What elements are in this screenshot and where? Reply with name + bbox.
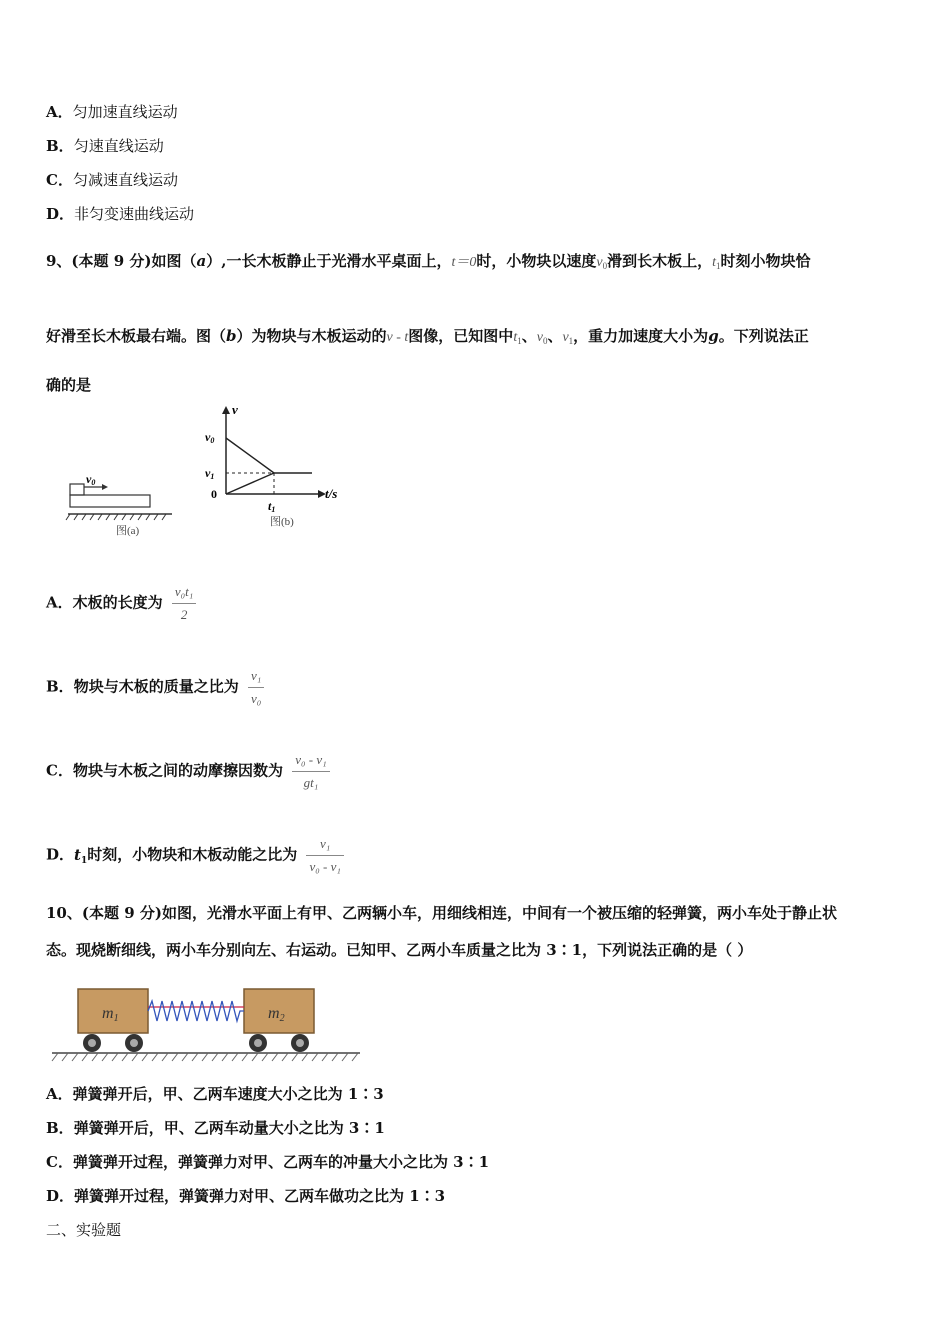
figure-carts xyxy=(48,985,364,1070)
q10-stem-line2: 态。现烧断细线，两小车分别向左、右运动。已知甲、乙两小车质量之比为 3∶1，下列说法正确的是（ ） xyxy=(46,941,753,959)
fig-b-v1-label: v1 xyxy=(205,466,215,481)
q10-option-d: D．弹簧弹开过程，弹簧弹力对甲、乙两车做功之比为 1∶3 xyxy=(46,1187,446,1205)
m1-label: m1 xyxy=(102,1005,119,1024)
wheels xyxy=(83,1034,309,1052)
block xyxy=(70,484,84,495)
q10-stem-line1: 10、(本题 9 分)如图，光滑水平面上有甲、乙两辆小车，用细线相连，中间有一个被压缩的轻弹簧，两小车处于静止状 xyxy=(46,904,837,922)
q9-option-a: A．木板的长度为 $\frac{\text{v₀t₁}}{2}$ xyxy=(46,582,196,625)
q9-stem-line3: 确的是 xyxy=(46,376,92,394)
fig-b-caption: 图(b) xyxy=(270,516,294,528)
fraction-c: $\frac{\text{v₀ - v₁}}{\text{gt₁}}$ xyxy=(292,750,329,793)
q9-option-c: C．物块与木板之间的动摩擦因数为 $\frac{\text{v₀ - v₁}}{\text{gt₁}}$ xyxy=(46,750,330,793)
fig-b-v-label: v xyxy=(232,402,238,417)
q9-option-b: B．物块与木板的质量之比为 $\frac{\text{v₁}}{\text{v₀}}$ xyxy=(46,666,264,709)
board-line xyxy=(226,473,274,494)
fig-b-v0-label: v0 xyxy=(205,430,215,445)
figure-b xyxy=(200,400,360,535)
fig-b-origin: 0 xyxy=(211,487,217,501)
v0-arrowhead xyxy=(102,484,108,490)
q10-option-a: A．弹簧弹开后，甲、乙两车速度大小之比为 1∶3 xyxy=(46,1085,384,1103)
section-heading: 二、实验题 xyxy=(46,1221,122,1239)
q9-option-d: D．$t_1$时刻，小物块和木板动能之比为 $\frac{\text{v₁}}{\text{v₀ - v₁}}$ xyxy=(46,834,344,877)
q9-stem-line1: 9、(本题 9 分)如图（a）,一长木板静止于光滑水平桌面上，t＝0时，小物块以速度$v_0$滑到长木板上，$t_1$时刻小物块恰 xyxy=(46,252,811,271)
fig-a-caption: 图(a) xyxy=(116,525,140,537)
q8-option-c: C．匀减速直线运动 xyxy=(46,171,178,189)
q10-option-b: B．弹簧弹开后，甲、乙两车动量大小之比为 3∶1 xyxy=(46,1119,385,1137)
q8-option-b: B．匀速直线运动 xyxy=(46,137,164,155)
fraction-b: $\frac{\text{v₁}}{\text{v₀}}$ xyxy=(248,666,264,709)
floor-hatch xyxy=(52,1053,358,1061)
fig-b-t-axis-label: t/s xyxy=(325,486,338,501)
ground-hatch xyxy=(66,514,166,520)
board xyxy=(70,495,150,507)
fig-a-v0-label: v0 xyxy=(86,472,96,487)
fraction-a: $\frac{\text{v₀t₁}}{2}$ xyxy=(172,582,196,625)
q8-option-d: D．非匀变速曲线运动 xyxy=(46,205,195,223)
q9-stem-line2: 好滑至长木板最右端。图（b）为物块与木板运动的v - t图像，已知图中$t_1$、$v_0$、$v_1$，重力加速度大小为g。下列说法正 xyxy=(46,327,809,346)
m2-label: m2 xyxy=(268,1005,285,1024)
q10-option-c: C．弹簧弹开过程，弹簧弹力对甲、乙两车的冲量大小之比为 3∶1 xyxy=(46,1153,490,1171)
q8-option-a: A．匀加速直线运动 xyxy=(46,103,178,121)
fig-b-t1-label: t1 xyxy=(268,499,276,514)
v-axis-arrow xyxy=(222,406,230,414)
figure-a xyxy=(60,470,180,540)
block-line xyxy=(226,438,274,473)
fraction-d: $\frac{\text{v₁}}{\text{v₀ - v₁}}$ xyxy=(306,834,343,877)
spring xyxy=(148,1001,244,1021)
